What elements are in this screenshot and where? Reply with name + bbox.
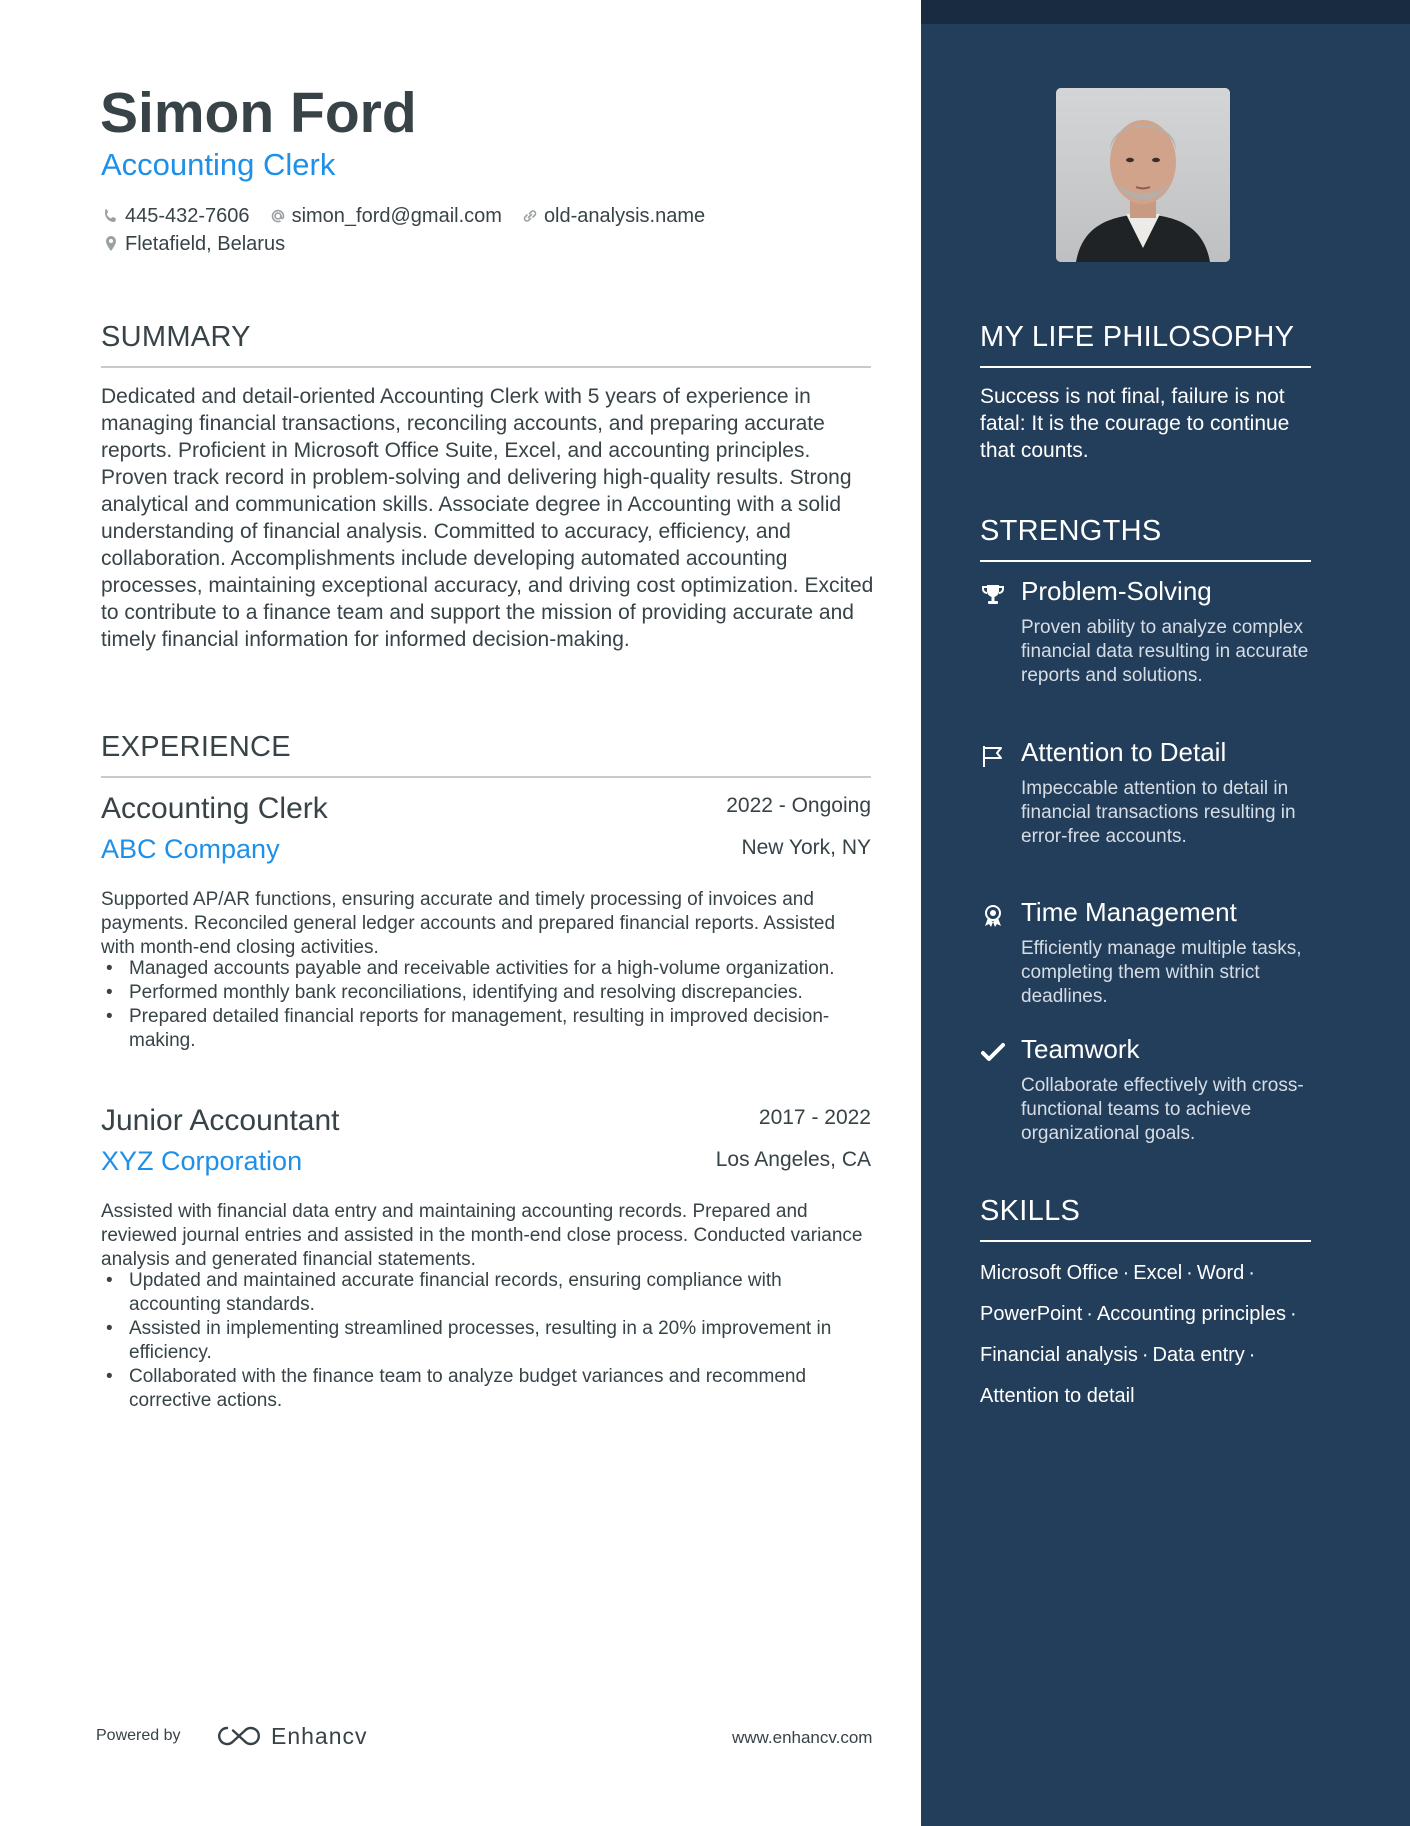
checkmark-icon [980, 1040, 1006, 1066]
job-bullet: • Assisted in implementing streamlined processes, resulting in a 20% improvement in efficiency. [106, 1318, 832, 1363]
job-location: New York, NY [741, 836, 871, 859]
skill-tag: Microsoft Office [980, 1262, 1119, 1284]
experience-divider [101, 776, 871, 778]
skill-tag: Data entry [1152, 1344, 1245, 1366]
skill-tag: Accounting principles [1096, 1303, 1286, 1325]
phone-icon [101, 206, 121, 226]
skills-line: Financial analysis · Data entry · [980, 1344, 1256, 1366]
strength-title: Teamwork [1021, 1034, 1140, 1064]
skills-line: Microsoft Office · Excel · Word · [980, 1262, 1255, 1284]
resume-sidebar [921, 0, 1410, 1826]
job-bullet: • Updated and maintained accurate financial records, ensuring compliance with accounting standards. [106, 1270, 782, 1315]
strength-item-time-management [980, 897, 1311, 1017]
strength-description: Collaborate effectively with cross-functional teams to achieve organizational goals. [1021, 1075, 1304, 1144]
summary-text: Dedicated and detail-oriented Accounting Clerk with 5 years of experience in managing financial transactions, reconciling accounts, and preparing accurate reports. Proficient in Microsoft Office Suite, Excel, and accounting principles. Proven track record in problem-solving and delivering high-quality results. Strong analytical and communication skills. Associate degree in Accounting with a solid understanding of financial analysis. Committed to accuracy, efficiency, and collaboration. Accomplishments include developing automated accounting processes, maintaining exceptional accuracy, and driving cost optimization. Excited to contribute to a finance team and support the mission of providing accurate and timely financial information for informed decision-making. [101, 385, 874, 651]
job-title: Accounting Clerk [101, 792, 328, 825]
profile-photo-image [1056, 88, 1230, 262]
award-icon [980, 903, 1006, 929]
job-description: Assisted with financial data entry and maintaining accounting records. Prepared and reviewed journal entries and assisted in the month-end close process. Conducted variance analysis and generated financial statements. [101, 1201, 863, 1270]
job-dates: 2022 - Ongoing [726, 794, 871, 817]
philosophy-text: Success is not final, failure is not fatal: It is the courage to continue that counts. [980, 385, 1290, 462]
enhancv-logo-icon [215, 1722, 263, 1750]
footer-powered-by: Powered by [96, 1727, 181, 1744]
enhancv-brand-text: Enhancv [271, 1722, 368, 1749]
job-description: Supported AP/AR functions, ensuring accurate and timely processing of invoices and payments. Reconciled general ledger accounts and prepared financial reports. Assisted with month-end closing activities. [101, 889, 836, 958]
at-icon [268, 206, 288, 226]
experience-entry-1 [101, 792, 871, 1082]
job-bullet-list [101, 957, 871, 1053]
strengths-divider [980, 560, 1311, 562]
job-location: Los Angeles, CA [715, 1148, 871, 1171]
skills-line [980, 1376, 1320, 1417]
trophy-icon [980, 582, 1006, 608]
contact-email[interactable] [268, 205, 502, 228]
job-bullet: • Managed accounts payable and receivable activities for a high-volume organization. [106, 958, 835, 979]
location-pin-icon [101, 234, 121, 254]
experience-entry-2 [101, 1104, 871, 1411]
flag-icon [980, 743, 1006, 769]
strength-title: Attention to Detail [1021, 737, 1227, 767]
phone-text: 445-432-7606 [125, 204, 250, 227]
strength-item-problem-solving [980, 576, 1311, 716]
contact-website[interactable] [520, 205, 705, 228]
job-bullet-list [101, 1269, 871, 1413]
skills-list [980, 1253, 1320, 1417]
summary-heading: SUMMARY [101, 321, 251, 353]
strength-title: Problem-Solving [1021, 576, 1212, 606]
job-title: Junior Accountant [101, 1104, 340, 1137]
skills-divider [980, 1240, 1311, 1242]
skill-tag: Word [1196, 1262, 1245, 1284]
philosophy-heading: MY LIFE PHILOSOPHY [980, 321, 1295, 353]
website-text[interactable]: old-analysis.name [543, 204, 706, 227]
strength-title: Time Management [1021, 897, 1237, 927]
skill-tag: PowerPoint [980, 1303, 1083, 1325]
skills-line: PowerPoint · Accounting principles · [980, 1303, 1297, 1325]
job-bullet: • Performed monthly bank reconciliations, identifying and resolving discrepancies. [106, 982, 803, 1003]
job-dates: 2017 - 2022 [758, 1106, 871, 1129]
candidate-title: Accounting Clerk [101, 147, 336, 182]
strength-description: Impeccable attention to detail in financial transactions resulting in error-free accounts. [1021, 778, 1296, 847]
experience-heading: EXPERIENCE [101, 731, 291, 763]
philosophy-divider [980, 366, 1311, 368]
summary-divider [101, 366, 871, 368]
job-bullet: • Collaborated with the finance team to analyze budget variances and recommend corrective actions. [106, 1366, 807, 1411]
contact-location [101, 233, 285, 256]
skills-heading: SKILLS [980, 1195, 1081, 1227]
sidebar-top-bar [921, 0, 1410, 24]
skill-tag: Excel [1133, 1262, 1183, 1284]
profile-photo [1056, 88, 1230, 262]
job-company: XYZ Corporation [101, 1146, 303, 1176]
skill-tag: Financial analysis [980, 1344, 1138, 1366]
job-company: ABC Company [101, 834, 280, 864]
contact-info [101, 202, 901, 258]
strength-description: Efficiently manage multiple tasks, completing them within strict deadlines. [1021, 938, 1302, 1007]
strengths-heading: STRENGTHS [980, 515, 1162, 547]
candidate-name: Simon Ford [100, 81, 417, 145]
strength-item-teamwork [980, 1034, 1311, 1154]
footer-url[interactable]: www.enhancv.com [732, 1728, 873, 1747]
email-text[interactable]: simon_ford@gmail.com [291, 204, 502, 227]
location-text: Fletafield, Belarus [125, 232, 286, 255]
contact-phone [101, 205, 250, 228]
link-icon [520, 206, 540, 226]
skill-tag: Attention to detail [980, 1385, 1135, 1407]
strength-item-attention-to-detail [980, 737, 1311, 877]
enhancv-logo[interactable] [215, 1720, 375, 1752]
strength-description: Proven ability to analyze complex financial data resulting in accurate reports and solutions. [1021, 617, 1309, 686]
job-bullet: • Prepared detailed financial reports for management, resulting in improved decision-making. [106, 1006, 830, 1051]
